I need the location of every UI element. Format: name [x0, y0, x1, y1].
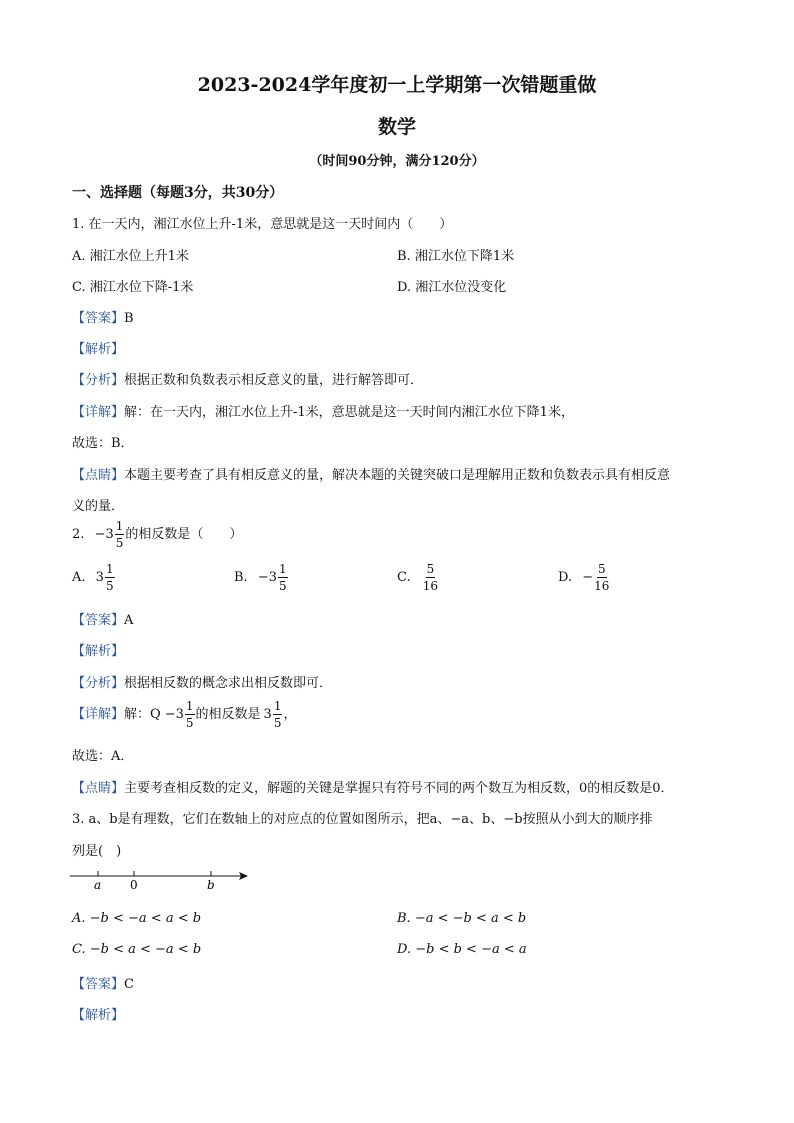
q3-answer	[72, 973, 134, 992]
q1-stem: 1. 在一天内，湘江水位上升-1米，意思就是这一天时间内（ ）	[72, 217, 453, 232]
answer-tag: 【答案】	[72, 311, 125, 326]
q1-option-d: D. 湘江水位没变化	[397, 280, 507, 295]
q2-option-c-label: C.	[397, 570, 411, 585]
q2-stem	[72, 520, 242, 549]
dianjing-tag: 【点睛】	[72, 468, 125, 483]
q2-stem-fraction	[115, 520, 125, 549]
q2-choose: 故选：A．	[72, 749, 134, 764]
q1-xiangjie	[72, 401, 574, 420]
page-title: 2023-2024学年度初一上学期第一次错题重做	[197, 74, 597, 96]
frac-den: 5	[185, 716, 194, 730]
q3-stem-cont: 列是( )	[72, 844, 122, 859]
q2-xiangjie-pos: 3	[263, 707, 272, 722]
frac-den: 16	[422, 579, 439, 593]
q1-xiangjie-text: 解：在一天内，湘江水位上升-1米，意思就是这一天时间内湘江水位下降1米，	[124, 405, 574, 420]
dianjing-tag: 【点睛】	[72, 781, 125, 796]
q2-option-b-whole: −3	[257, 570, 277, 585]
q1-option-c: C. 湘江水位下降-1米	[72, 280, 194, 295]
q2-xiangjie-fraction-2	[273, 700, 283, 729]
q2-option-b-fraction	[278, 563, 288, 592]
frac-num: 1	[273, 699, 282, 713]
q1-answer-value: B	[124, 311, 134, 326]
because-symbol: Q	[150, 707, 161, 722]
answer-tag: 【答案】	[72, 977, 125, 992]
q3-option-b: B. −a < −b < a < b	[397, 911, 527, 926]
frac-num: 1	[279, 562, 287, 576]
q1-option-a: A. 湘江水位上升1米	[72, 249, 189, 264]
q2-fenxi	[72, 672, 332, 691]
q2-xiangjie-mid: 的相反数是	[195, 707, 261, 722]
q1-dianjing	[72, 464, 670, 483]
q2-option-c-fraction	[423, 563, 438, 592]
frac-num: 1	[115, 519, 124, 533]
q2-analysis-tag: 【解析】	[72, 644, 125, 659]
frac-num: 1	[105, 562, 114, 576]
q1-option-b: B. 湘江水位下降1米	[397, 249, 515, 264]
exam-note: （时间90分钟，满分120分）	[309, 154, 485, 169]
q2-option-d-fraction	[594, 563, 609, 592]
q1-fenxi	[72, 369, 423, 388]
frac-den: 5	[273, 716, 282, 730]
frac-den: 5	[115, 536, 124, 550]
q2-option-b-label: B.	[234, 570, 248, 585]
q2-stem-suffix: 的相反数是（ ）	[125, 527, 243, 542]
frac-num: 5	[426, 562, 435, 576]
q2-xiangjie-prefix: 解：	[124, 707, 151, 722]
q2-number: 2.	[72, 527, 85, 542]
section-heading: 一、选择题（每题3分，共30分）	[72, 185, 284, 201]
q2-option-d-sign: −	[582, 570, 594, 585]
q2-option-a-whole: 3	[95, 570, 104, 585]
q3-option-c: C. −b < a < −a < b	[72, 942, 202, 957]
q3-analysis-tag: 【解析】	[72, 1008, 125, 1023]
answer-tag: 【答案】	[72, 613, 125, 628]
frac-den: 5	[105, 579, 114, 593]
q3-stem: 3. a、b是有理数，它们在数轴上的对应点的位置如图所示，把a、−a、b、−b按照从小到大的顺序排	[72, 812, 653, 827]
q2-option-d	[558, 563, 610, 592]
q1-analysis-tag: 【解析】	[72, 342, 125, 357]
q3-answer-value: C	[124, 977, 134, 992]
q2-answer-value: A	[124, 613, 134, 628]
q2-xiangjie	[72, 700, 296, 729]
xiangjie-tag: 【详解】	[72, 405, 125, 420]
q2-stem-neg: −3	[94, 527, 114, 542]
q2-dianjing-text: 主要考查相反数的定义，解题的关键是掌握只有符号不同的两个数互为相反数，0的相反数是0．	[124, 781, 674, 796]
q2-option-d-label: D.	[558, 570, 573, 585]
q1-dianjing-cont: 义的量．	[72, 499, 125, 514]
frac-den: 5	[279, 579, 287, 593]
xiangjie-tag: 【详解】	[72, 707, 125, 722]
q2-xiangjie-neg: −3	[164, 707, 184, 722]
q2-option-a	[72, 563, 116, 592]
q2-option-a-fraction	[105, 563, 115, 592]
q2-fenxi-text: 根据相反数的概念求出相反数即可．	[124, 676, 333, 691]
frac-num: 5	[597, 562, 606, 576]
fenxi-tag: 【分析】	[72, 676, 125, 691]
q2-option-b	[234, 563, 289, 592]
q2-xiangjie-fraction	[185, 700, 195, 729]
q1-choose: 故选：B．	[72, 436, 134, 451]
frac-den: 16	[594, 579, 610, 593]
q1-fenxi-text: 根据正数和负数表示相反意义的量，进行解答即可．	[124, 373, 424, 388]
q1-answer	[72, 307, 134, 326]
q1-dianjing-text: 本题主要考查了具有相反意义的量，解决本题的关键突破口是理解用正数和负数表示具有相反意	[124, 468, 671, 483]
q2-answer	[72, 609, 133, 628]
label-b: b	[207, 878, 215, 892]
number-line-figure	[70, 866, 255, 894]
q2-option-a-label: A.	[72, 570, 86, 585]
fenxi-tag: 【分析】	[72, 373, 125, 388]
q2-xiangjie-end: ，	[283, 707, 297, 722]
q2-option-c	[397, 563, 439, 592]
subject-title: 数学	[377, 116, 416, 138]
label-0: 0	[130, 878, 138, 892]
frac-num: 1	[185, 699, 194, 713]
label-a: a	[94, 878, 102, 892]
q3-option-a: A. −b < −a < a < b	[72, 911, 202, 926]
q3-option-d: D. −b < b < −a < a	[397, 942, 527, 957]
q2-dianjing	[72, 777, 674, 796]
